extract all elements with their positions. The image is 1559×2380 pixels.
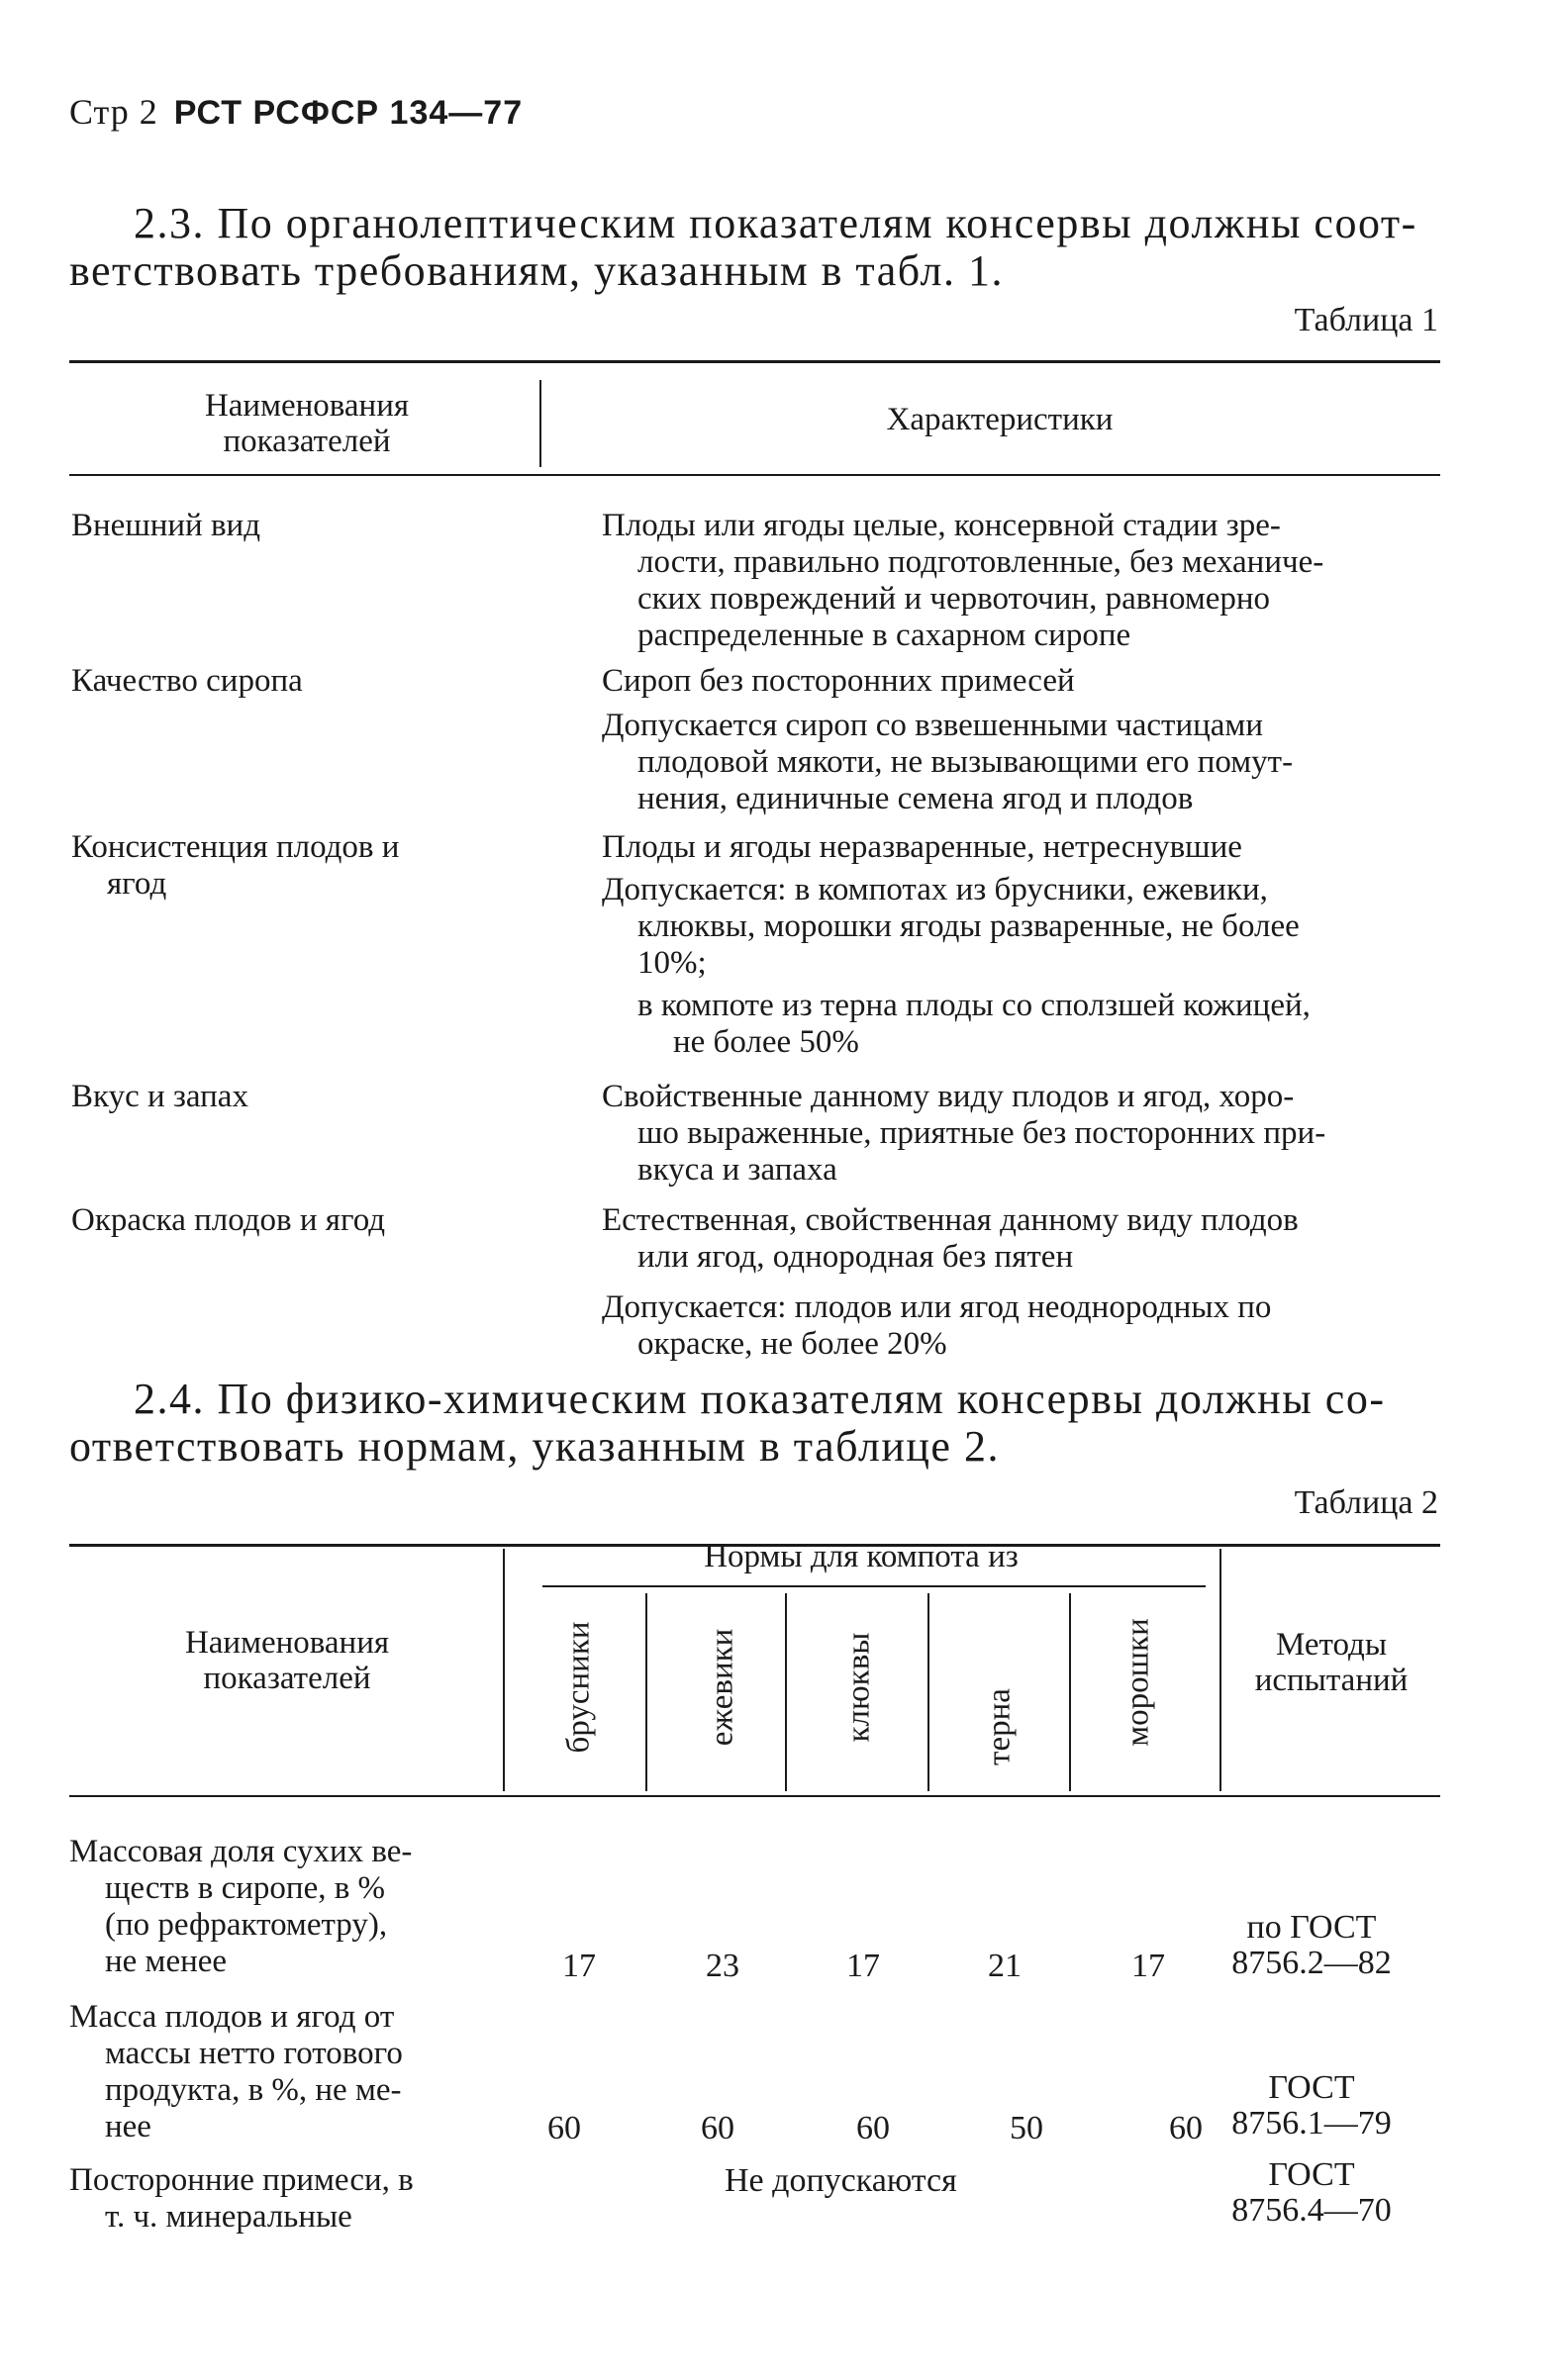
fruit-header-klyukva: клюквы <box>840 1632 877 1743</box>
table2-norms-header: Нормы для компота из <box>704 1539 1019 1574</box>
t1-row1-name: Внешний вид <box>71 508 260 543</box>
t2-row3-name: Посторонние примеси, в т. ч. минеральные <box>69 2162 414 2235</box>
t1-row3-chars: Плоды и ягоды неразваренные, нетреснувшие Допускается: в компотах из брусники, ежевики, клюквы, морошки ягоды разваренные, не более 10%; в компоте из терна плоды со сползшей кожицей, не более 50% <box>602 829 1311 1060</box>
table2-divider-methods <box>1219 1549 1221 1791</box>
t1-row4-chars: Свойственные данному виду плодов и ягод, хоро- шо выраженные, приятные без посторонних при- вкуса и запаха <box>602 1079 1326 1188</box>
table1-col2-header: Характеристики <box>886 402 1114 437</box>
fruit-header-ezhevika: ежевики <box>704 1628 740 1747</box>
fruit-header-tern: терна <box>981 1688 1018 1765</box>
table1-top-rule <box>69 360 1440 363</box>
t1-row2-chars: Сироп без посторонних примесей Допускается сироп со взвешенными частицами плодовой мякоти, не вызывающими его помут- нения, единичные семена ягод и плодов <box>602 663 1294 816</box>
t1-row5-chars: Естественная, свойственная данному виду плодов или ягод, однородная без пятен Допускается: плодов или ягод неоднородных по окраске, не более 20% <box>602 1202 1299 1362</box>
t1-row3-name: Консистенция плодов и ягод <box>71 829 400 902</box>
t1-row1-chars: Плоды или ягоды целые, консервной стадии зре- лости, правильно подготовленные, без механиче- ских повреждений и червоточин, равномерно распределенные в сахарном сиропе <box>602 508 1324 653</box>
t2-row1-value-brusnika: 17 <box>562 1948 596 1984</box>
t2-row2-value-klyukva: 60 <box>856 2110 890 2146</box>
fruit-header-brusnika: брусники <box>560 1621 597 1754</box>
section-2-4-line-2: ответствовать нормам, указанным в таблице 2. <box>69 1422 1000 1471</box>
t2-row3-merged-value: Не допускаются <box>725 2162 957 2199</box>
t2-row3-method: ГОСТ 8756.4—70 <box>1231 2156 1392 2229</box>
table2-methods-header: Методы испытаний <box>1254 1627 1409 1698</box>
t2-row2-value-moroshka: 60 <box>1169 2110 1203 2146</box>
t2-row2-name: Масса плодов и ягод от массы нетто готового продукта, в %, не ме- нее <box>69 1999 403 2144</box>
section-2-4-line-1: 2.4. По физико-химическим показателям консервы должны со- <box>134 1375 1386 1423</box>
page-number: Стр 2 <box>69 92 158 132</box>
t1-row5-name: Окраска плодов и ягод <box>71 1202 386 1238</box>
t2-row1-value-ezhevika: 23 <box>706 1948 739 1984</box>
table2-norms-rule <box>542 1585 1206 1587</box>
table2-divider-name <box>503 1549 505 1791</box>
t2-row2-method: ГОСТ 8756.1—79 <box>1231 2069 1392 2142</box>
t2-row1-value-moroshka: 17 <box>1131 1948 1165 1984</box>
section-2-3-line-1: 2.3. По органолептическим показателям консервы должны соот- <box>134 199 1417 247</box>
t2-row1-value-tern: 21 <box>988 1948 1022 1984</box>
t1-row2-name: Качество сиропа <box>71 663 303 699</box>
table2-divider-fruit-2 <box>785 1593 787 1791</box>
table2-caption: Таблица 2 <box>1294 1484 1438 1521</box>
table1-col1-header: Наименования показателей <box>204 388 410 459</box>
document-code: РСТ РСФСР 134—77 <box>173 94 524 132</box>
table2-header-rule <box>69 1795 1440 1797</box>
section-2-3-line-2: ветствовать требованиям, указанным в табл. 1. <box>69 246 1004 295</box>
table2-divider-fruit-4 <box>1069 1593 1071 1791</box>
t2-row2-value-brusnika: 60 <box>547 2110 581 2146</box>
t2-row1-name: Массовая доля сухих ве- ществ в сиропе, в % (по рефрактометру), не менее <box>69 1834 413 1979</box>
fruit-header-moroshka: морошки <box>1120 1618 1156 1747</box>
table1-caption: Таблица 1 <box>1294 302 1438 338</box>
page-header <box>69 91 523 133</box>
t2-row2-value-tern: 50 <box>1010 2110 1043 2146</box>
table2-col1-header: Наименования показателей <box>184 1625 390 1696</box>
table1-header-rule <box>69 474 1440 476</box>
t2-row1-method: по ГОСТ 8756.2—82 <box>1231 1909 1392 1981</box>
table1-header-divider <box>539 380 541 467</box>
t2-row1-value-klyukva: 17 <box>846 1948 880 1984</box>
t2-row2-value-ezhevika: 60 <box>701 2110 734 2146</box>
table2-divider-fruit-3 <box>927 1593 929 1791</box>
t1-row4-name: Вкус и запах <box>71 1079 248 1114</box>
table2-divider-fruit-1 <box>645 1593 647 1791</box>
